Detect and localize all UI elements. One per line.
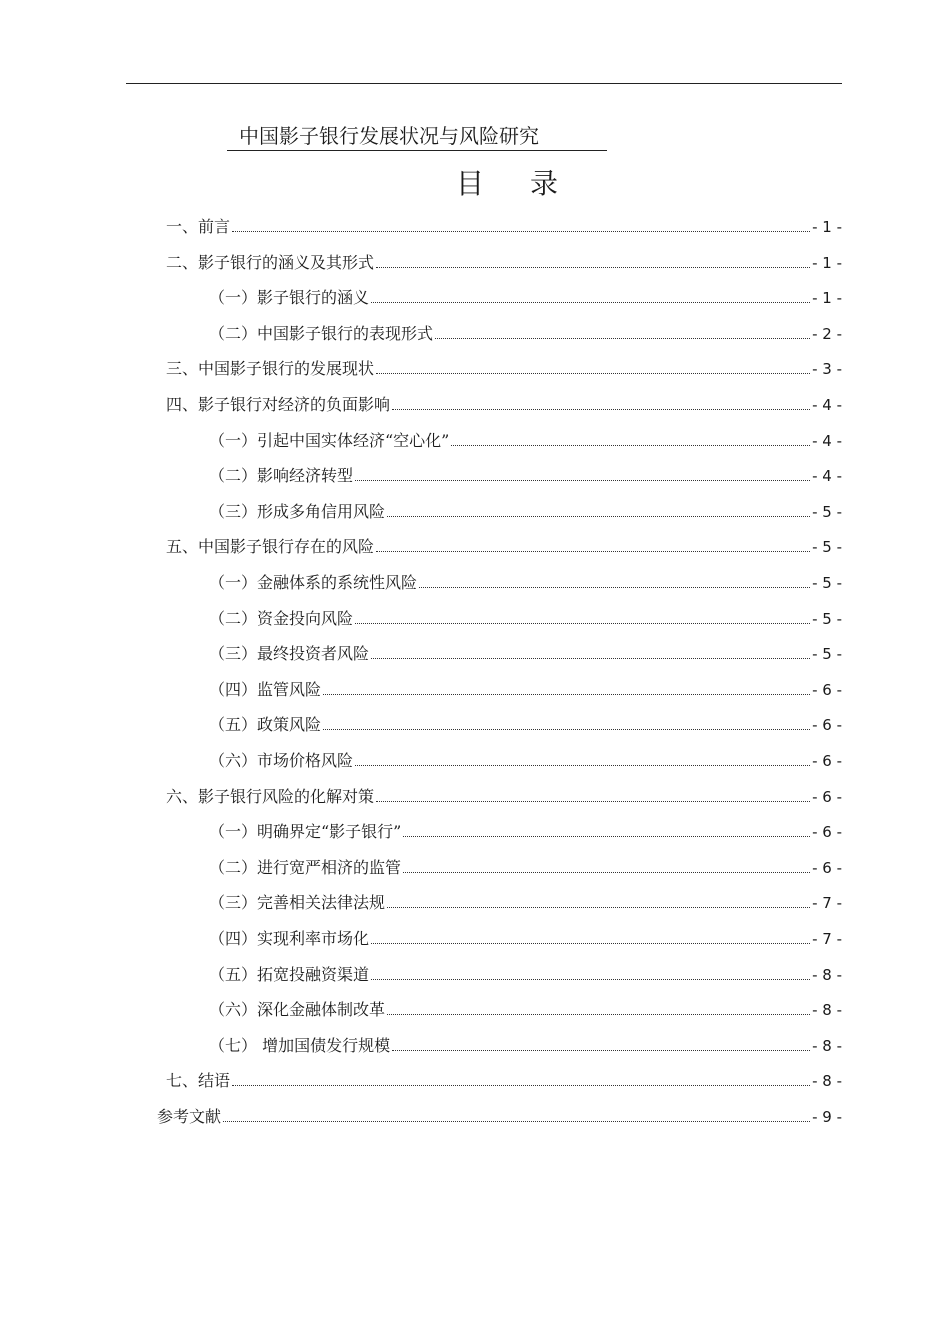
toc-entry[interactable] [209,316,842,344]
toc-entry-page: - 2 - [812,324,842,343]
toc-entry-page: - 9 - [812,1108,842,1126]
dot-leader [387,1014,810,1015]
toc-entry-page: - 6 - [812,680,842,699]
toc-entry[interactable] [209,672,842,700]
dot-leader [403,872,810,873]
toc-entry-label: 参考文献 [157,1107,222,1126]
toc-entry-page: - 5 - [812,574,842,592]
dot-leader [371,943,810,944]
toc-entry[interactable] [209,814,842,842]
toc-entry-page: - 6 - [812,823,842,842]
dot-leader [392,409,810,410]
dot-leader [355,765,810,766]
toc-entry-label: （六）市场价格风险 [209,751,354,770]
dot-leader [323,729,810,730]
document-title: 中国影子银行发展状况与风险研究 [227,122,607,151]
toc-entry-label: （四）监管风险 [209,679,322,699]
toc-entry-label: （二）影响经济转型 [209,466,354,486]
toc-entry-page: - 8 - [812,1036,842,1055]
toc-entry-label: （二）资金投向风险 [209,608,354,628]
toc-entry[interactable] [166,779,842,807]
dot-leader [419,587,810,588]
toc-entry[interactable] [209,992,842,1020]
toc-entry[interactable] [166,351,842,379]
toc-entry-label: （三）形成多角信用风险 [209,501,386,521]
toc-entry-page: - 8 - [812,965,842,984]
toc-entry-page: - 1 - [812,218,842,236]
toc-entry-page: - 4 - [812,396,842,414]
dot-leader [392,1050,810,1051]
dot-leader [376,373,810,374]
toc-entry-label: （三）最终投资者风险 [209,644,370,664]
toc-entry[interactable] [209,494,842,522]
toc-entry-label: 三、中国影子银行的发展现状 [166,359,375,379]
toc-entry[interactable] [166,387,842,415]
toc-entry-label: （五）政策风险 [209,715,322,735]
toc-entry-page: - 6 - [812,752,842,770]
toc-entry-label: （四）实现利率市场化 [209,929,370,948]
dot-leader [323,694,810,695]
toc-entry-label: （六）深化金融体制改革 [209,1000,386,1020]
dot-leader [435,338,810,339]
toc-entry[interactable] [209,885,842,913]
toc-entry[interactable] [209,957,842,985]
toc-entry[interactable] [209,565,842,593]
toc-entry-page: - 5 - [812,502,842,521]
dot-leader [376,267,810,268]
toc-entry-page: - 8 - [812,1001,842,1020]
toc-entry-page: - 5 - [812,538,842,557]
dot-leader [403,836,810,837]
toc-entry-page: - 6 - [812,787,842,806]
toc-entry-label: （二）中国影子银行的表现形式 [209,323,434,343]
dot-leader [232,1085,810,1086]
toc-entry-page: - 3 - [812,360,842,379]
dot-leader [451,445,810,446]
toc-entry[interactable] [209,423,842,451]
toc-entry-label: （一）金融体系的系统性风险 [209,573,418,592]
dot-leader [232,231,810,232]
toc-entry[interactable] [166,209,842,237]
dot-leader [355,480,810,481]
toc-entry-page: - 4 - [812,431,842,450]
toc-entry[interactable] [209,743,842,771]
toc-entry-page: - 1 - [812,253,842,272]
toc-entry[interactable] [166,245,842,273]
dot-leader [371,979,810,980]
toc-entry-label: 四、影子银行对经济的负面影响 [166,395,391,414]
toc-entry-label: 二、影子银行的涵义及其形式 [166,252,375,272]
toc-entry-page: - 1 - [812,289,842,308]
toc-heading-left: 目 [455,167,486,200]
toc-entry-label: （一）明确界定“影子银行” [209,822,402,842]
toc-entry-label: （七） 增加国债发行规模 [209,1035,391,1055]
toc-entry-page: - 7 - [812,930,842,948]
toc-entry-label: （五）拓宽投融资渠道 [209,964,370,984]
dot-leader [355,623,810,624]
toc-entry[interactable] [166,1063,842,1091]
toc-entry-label: （三）完善相关法律法规 [209,893,386,913]
toc-entry-label: 七、结语 [166,1071,231,1091]
toc-heading-right: 录 [530,167,561,200]
toc-entry[interactable] [209,280,842,308]
dot-leader [371,302,810,303]
toc-entry[interactable] [209,1028,842,1056]
dot-leader [387,516,810,517]
toc-entry-label: （一）引起中国实体经济“空心化” [209,430,450,450]
toc-entry-label: 六、影子银行风险的化解对策 [166,786,375,806]
toc-entry-page: - 4 - [812,467,842,486]
header-rule [126,83,842,84]
toc-entry[interactable] [209,601,842,629]
toc-entry[interactable] [209,458,842,486]
toc-heading [0,166,950,202]
dot-leader [376,801,810,802]
toc-entry[interactable] [166,529,842,557]
toc-entry[interactable] [157,1099,842,1127]
toc-entry-page: - 5 - [812,645,842,664]
toc-entry-page: - 5 - [812,609,842,628]
toc-entry-page: - 8 - [812,1072,842,1091]
toc-entry-label: （一）影子银行的涵义 [209,288,370,308]
toc-entry[interactable] [209,850,842,878]
toc-entry-page: - 6 - [812,716,842,735]
toc-entry[interactable] [209,636,842,664]
toc-entry-label: （二）进行宽严相济的监管 [209,857,402,877]
toc-entry[interactable] [209,921,842,949]
dot-leader [371,658,810,659]
toc-entry[interactable] [209,707,842,735]
dot-leader [223,1121,810,1122]
dot-leader [387,907,810,908]
toc-entry-label: 一、前言 [166,217,231,236]
toc-entry-label: 五、中国影子银行存在的风险 [166,537,375,557]
dot-leader [376,551,810,552]
toc-entry-page: - 7 - [812,894,842,913]
toc-entry-page: - 6 - [812,858,842,877]
